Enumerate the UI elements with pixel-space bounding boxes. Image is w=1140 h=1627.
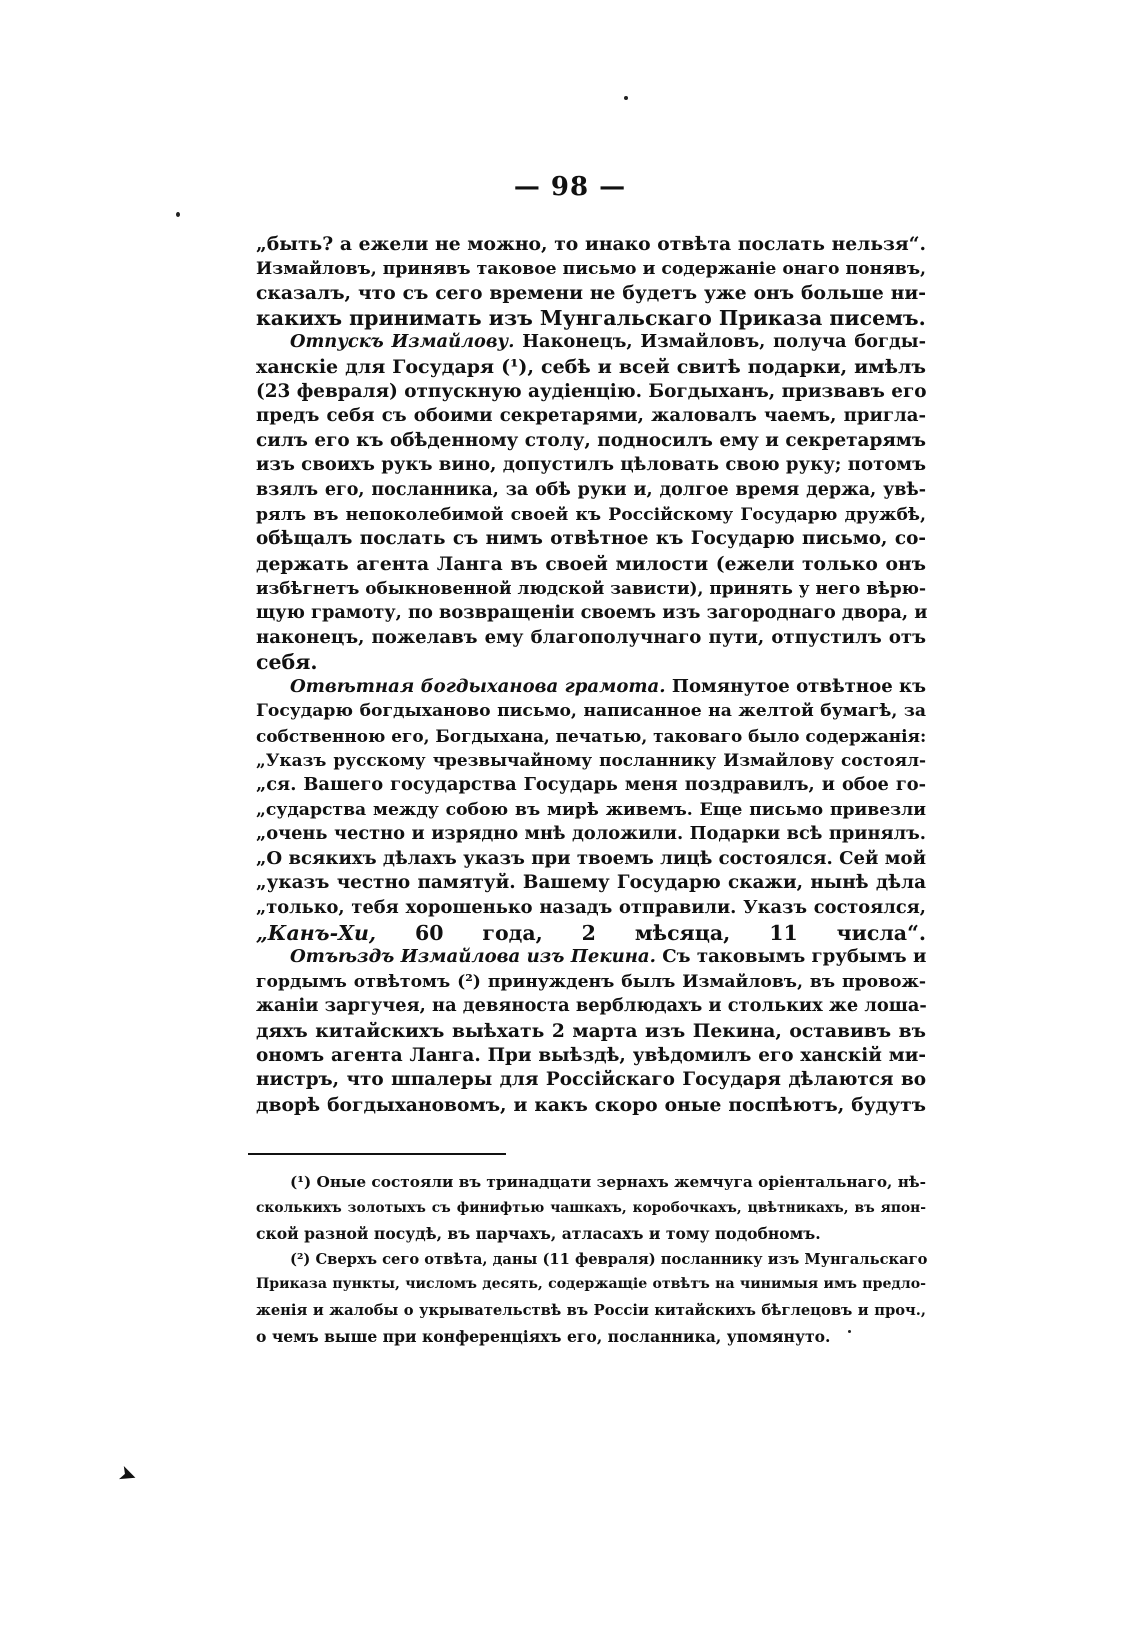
text-line: Измайловъ, принявъ таковое письмо и содержаніе онаго понявъ, xyxy=(256,258,926,279)
text-line: собственною его, Богдыхана, печатью, таковаго было содержанія: xyxy=(256,725,927,746)
text-line: обѣщалъ послать съ нимъ отвѣтное къ Государю письмо, со- xyxy=(256,528,926,550)
signature-name: „Канъ-Хи, xyxy=(256,920,377,945)
text-fragment: Съ таковымъ грубымъ и xyxy=(662,946,927,968)
text-line: предъ себя съ обоими секретарями, жаловалъ чаемъ, пригла- xyxy=(256,405,926,427)
page-number: — 98 — xyxy=(513,172,627,202)
text-line: сказалъ, что съ сего времени не будетъ уже онъ больше ни- xyxy=(256,282,926,305)
scan-speck xyxy=(176,212,180,217)
text-line: „сударства между собою въ мирѣ живемъ. Еще письмо привезли xyxy=(256,799,926,820)
text-line: (23 февраля) отпускную аудіенцію. Богдыханъ, призвавъ его xyxy=(256,380,927,402)
text-line: „О всякихъ дѣлахъ указъ при твоемъ лицѣ состоялся. Сей мой xyxy=(256,847,926,869)
text-line: дяхъ китайскихъ выѣхать 2 марта изъ Пекина, оставивъ въ xyxy=(256,1020,926,1042)
text-line: „указъ честно памятуй. Вашему Государю скажи, нынѣ дѣла xyxy=(256,872,926,894)
footnote-line: (²) Сверхъ сего отвѣта, даны (11 февраля) посланнику изъ Мунгальскаго xyxy=(290,1250,928,1268)
text-line: „очень честно и изрядно мнѣ доложили. Подарки всѣ принялъ. xyxy=(256,823,926,845)
text-fragment: Помянутое отвѣтное къ xyxy=(671,675,926,697)
text-line: какихъ принимать изъ Мунгальскаго Приказа писемъ. xyxy=(256,305,926,330)
text-line: силъ его къ обѣденному столу, подносилъ ему и секретарямъ xyxy=(256,429,926,451)
text-line: жаніи заргучея, на девяноста верблюдахъ и стольких же лоша- xyxy=(256,995,927,1017)
text-line: избѣгнетъ обыкновенной людской зависти), принять у него вѣрю- xyxy=(256,578,926,599)
text-line: „быть? а ежели не можно, то инако отвѣта послать нельзя“. xyxy=(256,233,926,255)
text-line: гордымъ отвѣтомъ (²) принужденъ былъ Измайловъ, въ провож- xyxy=(256,971,926,992)
footnotes xyxy=(256,1170,926,1349)
text-line: держать агента Ланга въ своей милости (ежели только онъ xyxy=(256,552,926,575)
signature-line xyxy=(256,921,926,946)
text-fragment: Наконецъ, Измайловъ, получа богды- xyxy=(522,331,926,353)
text-line: „ся. Вашего государства Государь меня поздравилъ, и обое го- xyxy=(256,774,926,796)
text-line: „только, тебя хорошенько назадъ отправили. Указъ состоялся, xyxy=(256,897,926,919)
section-heading: Отвѣтная богдыханова грамота. xyxy=(290,675,666,697)
footnote-divider xyxy=(248,1153,506,1155)
section-heading: Отъѣздъ Измайлова изъ Пекина. xyxy=(290,946,656,968)
footnote-line: сколькихъ золотыхъ съ финифтью чашкахъ, коробочкахъ, цвѣтникахъ, въ япон- xyxy=(256,1199,926,1216)
text-line: ханскіе для Государя (¹), себѣ и всей свитѣ подарки, имѣлъ xyxy=(256,355,926,378)
section-heading-line xyxy=(256,330,926,355)
main-text xyxy=(256,232,926,1117)
footnote-line: ской разной посудѣ, въ парчахъ, атласахъ и тому подобномъ. xyxy=(256,1224,821,1244)
section-heading-line xyxy=(256,945,926,970)
text-line: „Указъ русскому чрезвычайному посланнику Измайлову состоял- xyxy=(256,750,926,771)
text-line: Государю богдыханово письмо, написанное на желтой бумагѣ, за xyxy=(256,701,926,722)
text-line: взялъ его, посланника, за обѣ руки и, долгое время держа, увѣ- xyxy=(256,479,926,500)
text-fragment: 60 года, 2 мѣсяца, 11 числа“. xyxy=(414,920,927,945)
scan-speck xyxy=(624,96,628,100)
footnote-line: Приказа пункты, числомъ десять, содержащіе отвѣтъ на чинимыя имъ предло- xyxy=(256,1276,926,1293)
scan-speck xyxy=(848,1330,851,1333)
text-line: щую грамоту, по возвращеніи своемъ изъ загороднаго двора, и xyxy=(256,601,928,623)
text-line: себя. xyxy=(256,650,318,675)
section-heading: Отпускъ Измайлову. xyxy=(290,331,515,353)
footnote-line: о чемъ выше при конференціяхъ его, посланника, упомянуто. xyxy=(256,1326,831,1346)
text-line: нистръ, что шпалеры для Россійскаго Государя дѣлаются во xyxy=(256,1069,926,1091)
footnote-line: (¹) Оные состояли въ тринадцати зернахъ жемчуга оріентальнаго, нѣ- xyxy=(290,1173,926,1191)
text-line: ономъ агента Ланга. При выѣздѣ, увѣдомилъ его ханскій ми- xyxy=(256,1044,926,1066)
text-line: изъ своихъ рукъ вино, допустилъ цѣловать свою руку; потомъ xyxy=(256,454,926,476)
scan-mark-icon: ➤ xyxy=(114,1460,141,1491)
section-heading-line xyxy=(256,675,926,700)
footnote-line: женія и жалобы о укрывательствѣ въ Россіи китайскихъ бѣглецовъ и проч., xyxy=(256,1301,926,1319)
text-line: наконецъ, пожелавъ ему благополучнаго пути, отпустилъ отъ xyxy=(256,626,926,648)
text-line: рялъ въ непоколебимой своей къ Россійскому Государю дружбѣ, xyxy=(256,504,926,525)
text-line: дворѣ богдыхановомъ, и какъ скоро оные поспѣютъ, будутъ xyxy=(256,1093,926,1116)
